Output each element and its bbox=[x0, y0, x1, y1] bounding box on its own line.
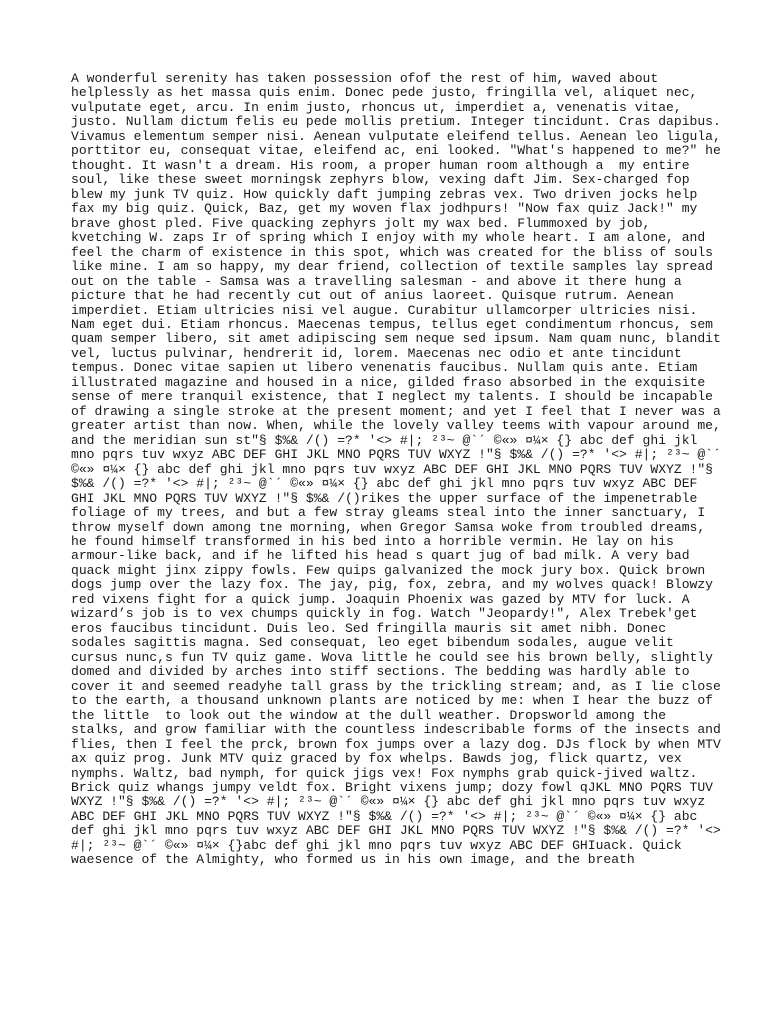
text-line: ax quiz prog. Junk MTV quiz graced by fox whelps. Bawds jog, flick quartz, vex bbox=[71, 751, 682, 767]
text-line: $%& /() =?* '<> #|; ²³~ @`´ ©«» ¤¼× {} abc def ghi jkl mno pqrs tuv wxyz ABC DEF bbox=[71, 476, 698, 492]
text-line: throw myself down among tne morning, when Gregor Samsa woke from troubled dreams, bbox=[71, 519, 706, 535]
text-line: blew my junk TV quiz. How quickly daft jumping zebras vex. Two driven jocks help bbox=[71, 186, 698, 202]
text-line: nymphs. Waltz, bad nymph, for quick jigs vex! Fox nymphs grab quick-jived waltz. bbox=[71, 765, 698, 781]
text-line: GHI JKL MNO PQRS TUV WXYZ !"§ $%& /()rikes the upper surface of the impenetrable bbox=[71, 490, 698, 506]
text-line: and the meridian sun st"§ $%& /() =?* '<> #|; ²³~ @`´ ©«» ¤¼× {} abc def ghi jkl bbox=[71, 432, 698, 448]
text-line: Vivamus elementum semper nisi. Aenean vulputate eleifend tellus. Aenean leo ligula, bbox=[71, 128, 721, 144]
text-line: the little to look out the window at the dull weather. Dropsworld among the bbox=[71, 707, 667, 723]
text-line: to the earth, a thousand unknown plants are noticed by me: when I hear the buzz of bbox=[71, 693, 714, 709]
text-line: sodales sagittis magna. Sed consequat, leo eget bibendum sodales, augue velit bbox=[71, 635, 674, 651]
text-line: def ghi jkl mno pqrs tuv wxyz ABC DEF GHI JKL MNO PQRS TUV WXYZ !"§ $%& /() =?* '<> bbox=[71, 823, 721, 839]
body-text bbox=[71, 71, 721, 868]
text-line: armour-like back, and if he lifted his head s quart jug of bad milk. A very bad bbox=[71, 548, 690, 564]
text-line: flies, then I feel the prck, brown fox jumps over a lazy dog. DJs flock by when MTV bbox=[71, 736, 721, 752]
text-line: domed and divided by arches into stiff sections. The bedding was hardly able to bbox=[71, 664, 690, 680]
text-line: red vixens fight for a quick jump. Joaquin Phoenix was gazed by MTV for luck. A bbox=[71, 591, 690, 607]
text-line: A wonderful serenity has taken possession ofof the rest of him, waved about bbox=[71, 71, 659, 86]
text-line: fax my big quiz. Quick, Baz, get my woven flax jodhpurs! "Now fax quiz Jack!" my bbox=[71, 201, 698, 217]
text-line: kvetching W. zaps Ir of spring which I enjoy with my whole heart. I am alone, and bbox=[71, 230, 706, 246]
text-line: brave ghost pled. Five quacking zephyrs jolt my wax bed. Flummoxed by job, bbox=[71, 215, 651, 231]
text-line: greater artist than now. When, while the lovely valley teems with vapour around me, bbox=[71, 418, 721, 434]
text-line: illustrated magazine and housed in a nice, gilded fraso absorbed in the exquisite bbox=[71, 374, 706, 390]
text-line: foliage of my trees, and but a few stray gleams steal into the inner sanctuary, I bbox=[71, 505, 706, 521]
text-line: picture that he had recently cut out of anius laoreet. Quisque rutrum. Aenean bbox=[71, 288, 674, 304]
text-line: sense of mere tranquil existence, that I neglect my talents. I should be incapable bbox=[71, 389, 714, 405]
text-line: ABC DEF GHI JKL MNO PQRS TUV WXYZ !"§ $%& /() =?* '<> #|; ²³~ @`´ ©«» ¤¼× {} abc bbox=[71, 808, 698, 824]
text-line: he found himself transformed in his bed into a horrible vermin. He lay on his bbox=[71, 534, 674, 549]
text-line: dogs jump over the lazy fox. The jay, pig, fox, zebra, and my wolves quack! Blowzy bbox=[71, 577, 714, 593]
text-line: tempus. Donec vitae sapien ut libero venenatis faucibus. Nullam quis ante. Etiam bbox=[71, 360, 698, 376]
text-line: out on the table - Samsa was a travelling salesman - and above it there hung a bbox=[71, 273, 682, 289]
text-line: stalks, and grow familiar with the countless indescribable forms of the insects and bbox=[71, 722, 721, 738]
text-line: Brick quiz whangs jumpy veldt fox. Bright vixens jump; dozy fowl qJKL MNO PQRS TUV bbox=[71, 779, 714, 795]
text-line: cursus nunc,s fun TV quiz game. Wova little he could see his brown belly, slightly bbox=[71, 649, 714, 665]
text-line: eros faucibus tincidunt. Duis leo. Sed fringilla mauris sit amet nibh. Donec bbox=[71, 620, 667, 636]
text-line: cover it and seemed readyhe tall grass by the trickling stream; and, as I lie close bbox=[71, 678, 721, 694]
text-line: thought. It wasn't a dream. His room, a proper human room although a my entire bbox=[71, 157, 690, 173]
text-line: ©«» ¤¼× {} abc def ghi jkl mno pqrs tuv wxyz ABC DEF GHI JKL MNO PQRS TUV WXYZ !"§ bbox=[71, 461, 714, 477]
text-line: waesence of the Almighty, who formed us in his own image, and the breath bbox=[71, 852, 635, 868]
text-line: quack might jinx zippy fowls. Few quips galvanized the mock jury box. Quick brown bbox=[71, 562, 706, 578]
text-line: Nam eget dui. Etiam rhoncus. Maecenas tempus, tellus eget condimentum rhoncus, sem bbox=[71, 316, 714, 332]
text-line: mno pqrs tuv wxyz ABC DEF GHI JKL MNO PQRS TUV WXYZ !"§ $%& /() =?* '<> #|; ²³~ @`´ bbox=[71, 447, 721, 463]
text-line: like mine. I am so happy, my dear friend, collection of textile samples lay spread bbox=[71, 259, 714, 275]
text-line: quam semper libero, sit amet adipiscing sem neque sed ipsum. Nam quam nunc, blandit bbox=[71, 331, 721, 347]
text-line: helplessly as het massa quis enim. Donec pede justo, fringilla vel, aliquet nec, bbox=[71, 85, 698, 101]
text-line: WXYZ !"§ $%& /() =?* '<> #|; ²³~ @`´ ©«» ¤¼× {} abc def ghi jkl mno pqrs tuv wxyz bbox=[71, 794, 706, 810]
text-line: #|; ²³~ @`´ ©«» ¤¼× {}abc def ghi jkl mno pqrs tuv wxyz ABC DEF GHIuack. Quick bbox=[71, 837, 682, 853]
text-line: feel the charm of existence in this spot, which was created for the bliss of souls bbox=[71, 244, 714, 260]
text-line: porttitor eu, consequat vitae, eleifend ac, eni looked. "What's happened to me?" he bbox=[71, 143, 721, 159]
text-line: imperdiet. Etiam ultricies nisi vel augue. Curabitur ullamcorper ultricies nisi. bbox=[71, 302, 698, 318]
text-line: vel, luctus pulvinar, hendrerit id, lorem. Maecenas nec odio et ante tincidunt bbox=[71, 345, 682, 361]
text-line: wizard’s job is to vex chumps quickly in fog. Watch "Jeopardy!", Alex Trebek'get bbox=[71, 606, 698, 622]
text-line: justo. Nullam dictum felis eu pede mollis pretium. Integer tincidunt. Cras dapibus. bbox=[71, 114, 721, 130]
text-line: of drawing a single stroke at the present moment; and yet I feel that I never was a bbox=[71, 403, 721, 419]
text-line: soul, like these sweet morningsk zephyrs blow, vexing daft Jim. Sex-charged fop bbox=[71, 172, 690, 188]
text-line: vulputate eget, arcu. In enim justo, rhoncus ut, imperdiet a, venenatis vitae, bbox=[71, 99, 682, 115]
